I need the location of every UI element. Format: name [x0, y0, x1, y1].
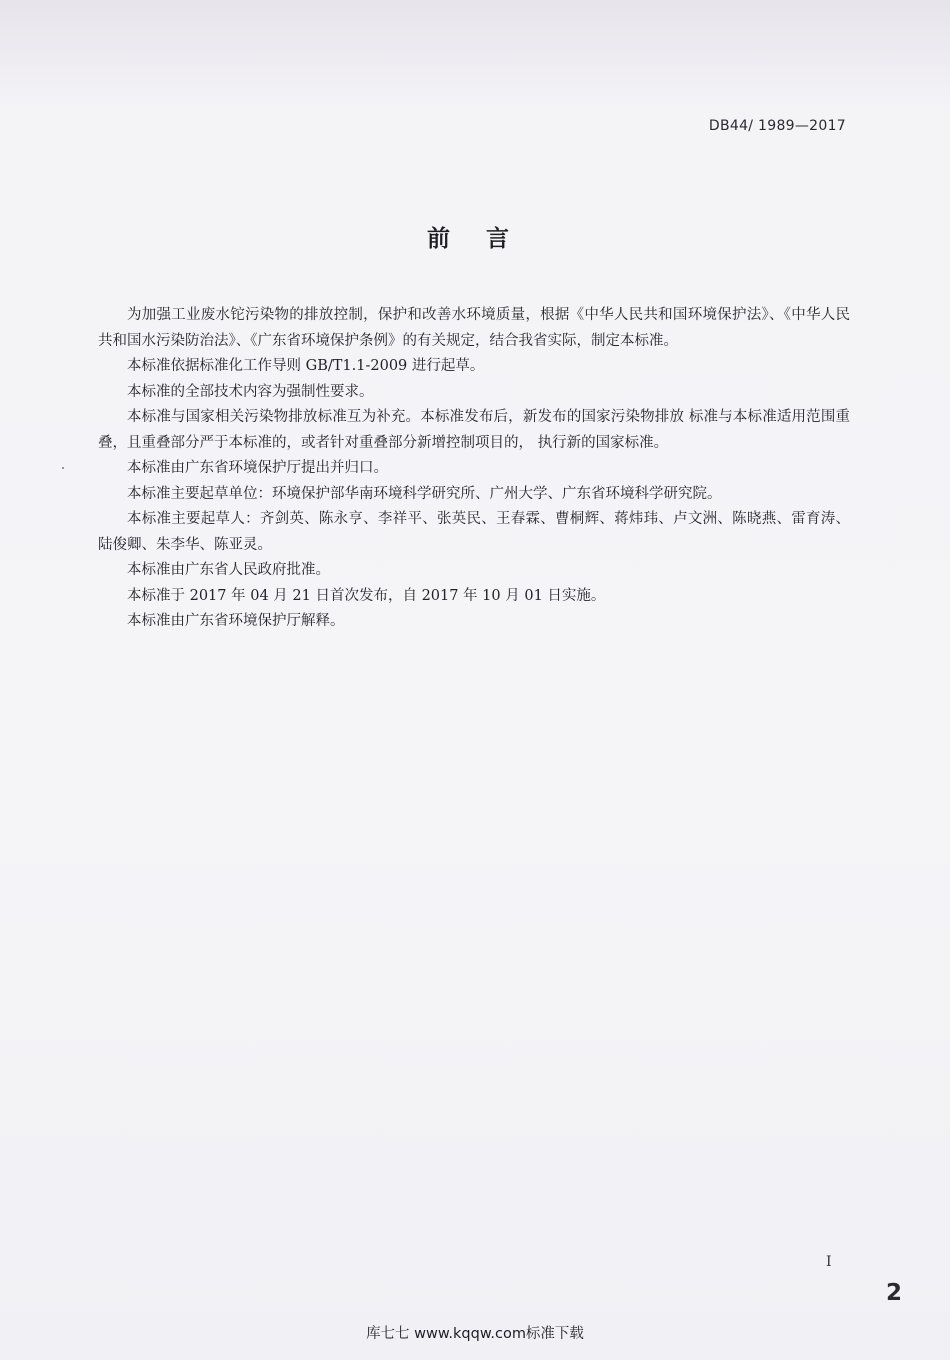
paragraph: 本标准主要起草人：齐剑英、陈永亨、李祥平、张英民、王春霖、曹桐辉、蒋炜玮、卢文洲、陈晓燕、雷育涛、陆俊卿、朱李华、陈亚灵。 — [98, 511, 850, 553]
paragraph: 本标准依据标准化工作导则 GB/T1.1-2009 进行起草。 — [127, 358, 485, 374]
footer-watermark-text: 库七七 www.kqqw.com标准下载 — [366, 1326, 584, 1342]
page-number: 2 — [886, 1280, 903, 1306]
paragraph: 本标准主要起草单位：环境保护部华南环境科学研究所、广州大学、广东省环境科学研究院。 — [127, 485, 722, 502]
foreword-body — [98, 303, 850, 635]
standard-code: DB44/ 1989—2017 — [708, 118, 846, 134]
page-title: 前 言 — [426, 226, 523, 252]
scan-tint — [0, 0, 950, 110]
paragraph: 本标准由广东省环境保护厅解释。 — [127, 613, 345, 629]
paragraph: 为加强工业废水铊污染物的排放控制，保护和改善水环境质量，根据《中华人民共和国环境保护法》、《中华人民共和国水污染防治法》、《广东省环境保护条例》的有关规定，结合我省实际，制定本标准。 — [98, 307, 850, 349]
scan-speck — [62, 467, 64, 469]
paragraph: 本标准于 2017 年 04 月 21 日首次发布，自 2017 年 10 月 01 日实施。 — [127, 587, 606, 604]
paragraph: 本标准由广东省人民政府批准。 — [127, 562, 330, 578]
page-roman-numeral: I — [826, 1254, 832, 1270]
paragraph: 本标准与国家相关污染物排放标准互为补充。本标准发布后，新发布的国家污染物排放 标准与本标准适用范围重叠，且重叠部分严于本标准的，或者针对重叠部分新增控制项目的， 执行新的国家标准。 — [98, 409, 850, 451]
paragraph: 本标准的全部技术内容为强制性要求。 — [127, 383, 374, 400]
paragraph: 本标准由广东省环境保护厅提出并归口。 — [127, 460, 388, 476]
